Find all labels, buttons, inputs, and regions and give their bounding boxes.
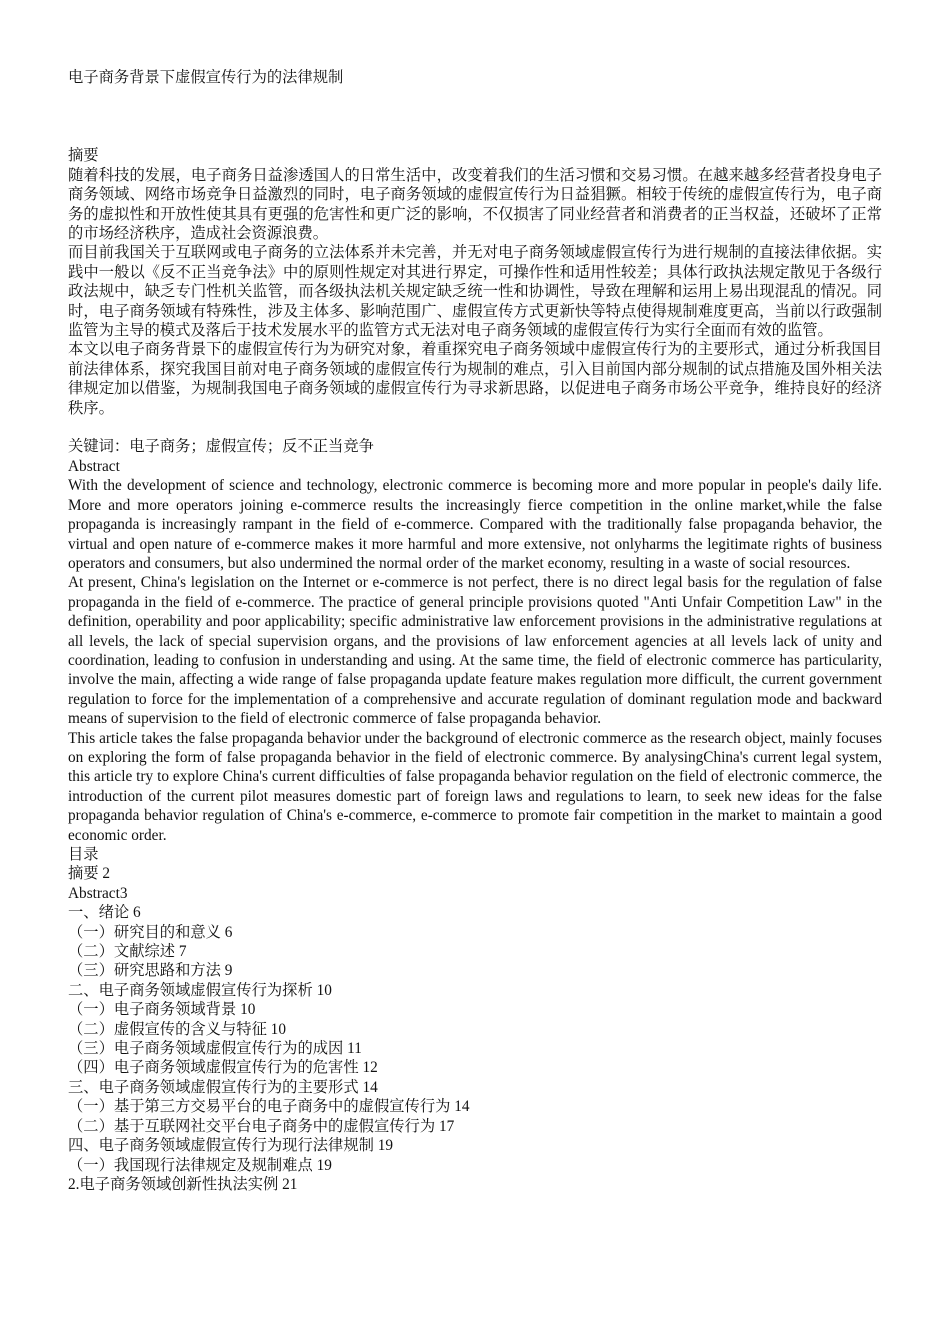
document-body [68, 68, 882, 1194]
toc-item[interactable]: （二）文献综述 7 [68, 943, 187, 961]
toc-item[interactable]: （一）我国现行法律规定及规制难点 19 [68, 1156, 332, 1174]
toc-item[interactable]: 三、电子商务领域虚假宣传行为的主要形式 14 [68, 1078, 378, 1096]
toc-item[interactable]: （四）电子商务领域虚假宣传行为的危害性 12 [68, 1059, 378, 1077]
blank-line [68, 418, 882, 437]
toc-item[interactable]: 四、电子商务领域虚假宣传行为现行法律规制 19 [68, 1137, 394, 1155]
toc-item[interactable]: 摘要 2 [68, 865, 111, 883]
toc-item[interactable]: （二）基于互联网社交平台电子商务中的虚假宣传行为 17 [68, 1117, 455, 1135]
toc-item[interactable]: （二）虚假宣传的含义与特征 10 [68, 1020, 286, 1038]
abstract-en-section [68, 457, 882, 845]
toc-item[interactable]: Abstract3 [68, 884, 128, 902]
toc-item[interactable]: 2.电子商务领域创新性执法实例 21 [68, 1175, 298, 1193]
abstract-cn-section [68, 146, 882, 456]
abstract-en-paragraph: This article takes the false propaganda behavior under the background of electronic commerce as the research object, mainly focuses on exploring the form of false propaganda behavior in the field of electronic commerce. By analysingChina's current legal system, this article try to explore China's current difficulties of false propaganda behavior regulation on the field of electronic commerce, the introduction of the current pilot measures domestic part of foreign laws and regulations to learn, to seek new ideas for the false propaganda behavior regulation of China's e-commerce, e-commerce to promote fair competition in the market to maintain a good economic order. [68, 729, 882, 844]
abstract-cn-paragraph: 而目前我国关于互联网或电子商务的立法体系并未完善，并无对电子商务领域虚假宣传行为进行规制的直接法律依据。实践中一般以《反不正当竞争法》中的原则性规定对其进行界定，可操作性和适用性较差；具体行政执法规定散见于各级行政法规中，缺乏专门性机关监管，而各级执法机关规定缺乏统一性和协调性，导致在理解和运用上易出现混乱的情况。同时，电子商务领域有特殊性，涉及主体多、影响范围广、虚假宣传方式更新快等特点使得规制难度更高，当前以行政强制监管为主导的模式及落后于技术发展水平的监管方式无法对电子商务领域的虚假宣传行为实行全面而有效的监管。 [68, 244, 882, 340]
abstract-cn-paragraph: 本文以电子商务背景下的虚假宣传行为为研究对象，着重探究电子商务领域中虚假宣传行为的主要形式，通过分析我国目前法律体系，探究我国目前对电子商务领域的虚假宣传行为规制的难点，引入目前国内部分规制的试点措施及国外相关法律规定加以借鉴，为规制我国电子商务领域的虚假宣传行为寻求新思路，以促进电子商务市场公平竞争，维持良好的经济秩序。 [68, 341, 882, 417]
toc-item[interactable]: （一）基于第三方交易平台的电子商务中的虚假宣传行为 14 [68, 1098, 470, 1116]
abstract-en-paragraph: With the development of science and technology, electronic commerce is becoming more and more popular in people's daily life. More and more operators joining e-commerce results the increasingly fierce competition in the online market,while the false propaganda is increasingly rampant in the field of e-commerce. Compared with the traditionally false propaganda behavior, the virtual and open nature of e-commerce makes it more harmful and more extensive, not onlyharms the legitimate rights of business operators and consumers, but also undermined the normal order of the market economy, resulting in a waste of social resources. [68, 477, 882, 572]
toc-item[interactable]: （三）电子商务领域虚假宣传行为的成因 11 [68, 1040, 362, 1058]
table-of-contents [68, 845, 882, 1194]
abstract-en-heading: Abstract [68, 457, 120, 475]
toc-item[interactable]: （三）研究思路和方法 9 [68, 962, 233, 980]
abstract-cn-paragraph: 随着科技的发展，电子商务日益渗透国人的日常生活中，改变着我们的生活习惯和交易习惯。在越来越多经营者投身电子商务领域、网络市场竞争日益激烈的同时，电子商务领域的虚假宣传行为日益猖獗。相较于传统的虚假宣传行为，电子商务的虚拟性和开放性使其具有更强的危害性和更广泛的影响，不仅损害了同业经营者和消费者的正当权益，还破坏了正常的市场经济秩序，造成社会资源浪费。 [68, 166, 882, 243]
toc-heading: 目录 [68, 846, 99, 864]
document-title: 电子商务背景下虚假宣传行为的法律规制 [68, 69, 344, 86]
abstract-en-paragraph: At present, China's legislation on the Internet or e-commerce is not perfect, there is no direct legal basis for the regulation of false propaganda in the field of e-commerce. The practice of general principle provisions quoted "Anti Unfair Competition Law" in the definition, operability and poor applicability; specific administrative law enforcement provisions in the administrative regulations at all levels, the lack of special supervision organs, and the provisions of law enforcement agencies at all levels lack of unity and coordination, leading to confusion in understanding and using. At the same time, the field of electronic commerce has particularity, involve the main, affecting a wide range of false propaganda update feature makes regulation more difficult, the current government regulation to force for the implementation of a comprehensive and accurate regulation of dominant regulation mode and backward means of supervision to the field of electronic commerce of false propaganda behavior. [68, 574, 882, 728]
toc-item[interactable]: 二、电子商务领域虚假宣传行为探析 10 [68, 981, 332, 999]
toc-item[interactable]: （一）研究目的和意义 6 [68, 923, 233, 941]
abstract-cn-heading: 摘要 [68, 147, 99, 165]
toc-item[interactable]: （一）电子商务领域背景 10 [68, 1001, 256, 1019]
keywords-line: 关键词：电子商务；虚假宣传；反不正当竞争 [68, 438, 374, 456]
toc-item[interactable]: 一、绪论 6 [68, 904, 141, 922]
